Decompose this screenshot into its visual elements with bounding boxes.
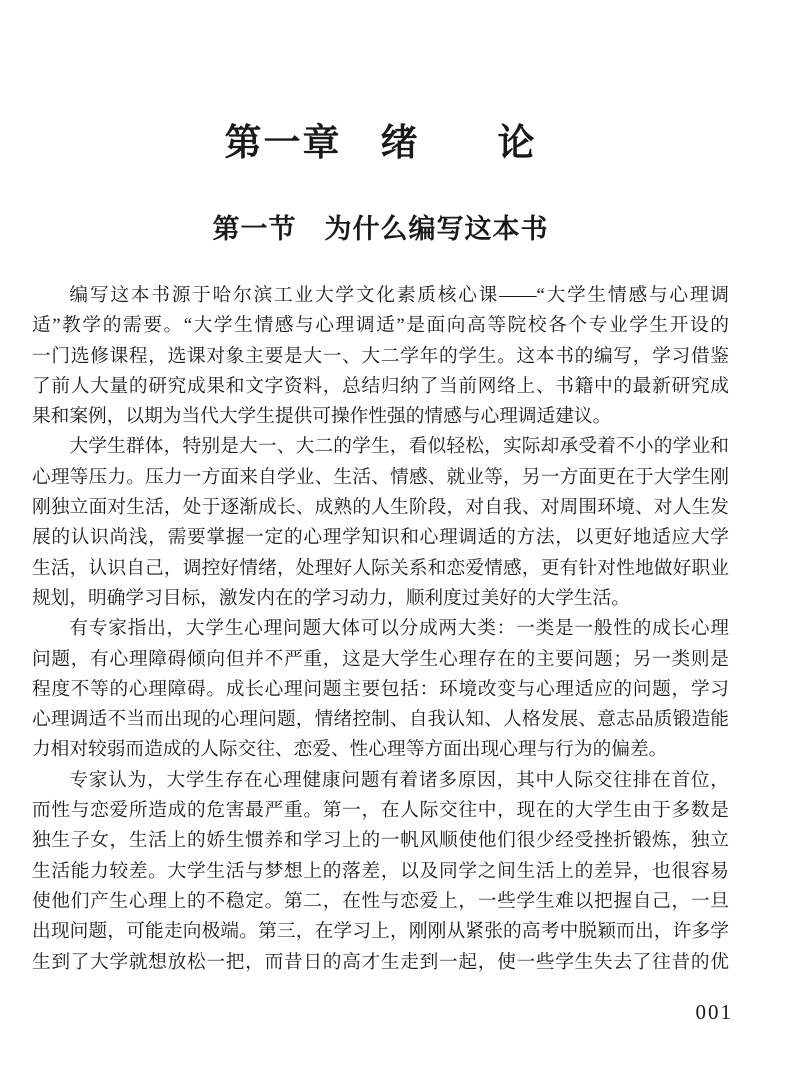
text-line: 刚独立面对生活，处于逐渐成长、成熟的人生阶段，对自我、对周围环境、对人生发 bbox=[32, 497, 729, 519]
paragraph bbox=[32, 432, 729, 614]
text-line: 适”教学的需要。“大学生情感与心理调适”是面向高等院校各个专业学生开设的 bbox=[32, 315, 729, 337]
text-line: 了前人大量的研究成果和文字资料，总结归纳了当前网络上、书籍中的最新研究成 bbox=[32, 375, 729, 397]
text-line: 独生子女，生活上的娇生惯养和学习上的一帆风顺使他们很少经受挫折锻炼，独立 bbox=[32, 830, 729, 852]
text-line: 编写这本书源于哈尔滨工业大学文化素质核心课——“大学生情感与心理调 bbox=[69, 285, 729, 306]
body-text bbox=[32, 281, 729, 978]
text-line: 生到了大学就想放松一把，而昔日的高才生走到一起，使一些学生失去了往昔的优 bbox=[32, 951, 729, 973]
text-line: 使他们产生心理上的不稳定。第二，在性与恋爱上，一些学生难以把握自己，一旦 bbox=[32, 890, 729, 912]
text-line: 心理调适不当而出现的心理问题，情绪控制、自我认知、人格发展、意志品质锻造能 bbox=[32, 709, 729, 731]
text-line: 问题，有心理障碍倾向但并不严重，这是大学生心理存在的主要问题；另一类则是 bbox=[32, 648, 729, 670]
text-line: 大学生群体，特别是大一、大二的学生，看似轻松，实际却承受着不小的学业和 bbox=[69, 436, 729, 458]
text-line: 心理等压力。压力一方面来自学业、生活、情感、就业等，另一方面更在于大学生刚 bbox=[32, 466, 729, 488]
paragraph bbox=[32, 766, 729, 978]
paragraph bbox=[32, 614, 729, 765]
text-line: 出现问题，可能走向极端。第三，在学习上，刚刚从紧张的高考中脱颖而出，许多学 bbox=[32, 921, 729, 943]
text-line: 规划，明确学习目标，激发内在的学习动力，顺利度过美好的大学生活。 bbox=[32, 587, 630, 609]
text-line: 而性与恋爱所造成的危害最严重。第一，在人际交往中，现在的大学生由于多数是 bbox=[32, 800, 729, 822]
page-number: 001 bbox=[695, 1000, 733, 1024]
text-line: 展的认识尚浅，需要掌握一定的心理学知识和心理调适的方法，以更好地适应大学 bbox=[32, 527, 729, 549]
chapter-title: 第一章 绪 论 bbox=[224, 123, 537, 164]
text-line: 专家认为，大学生存在心理健康问题有着诸多原因，其中人际交往排在首位， bbox=[69, 769, 729, 791]
text-line: 有专家指出，大学生心理问题大体可以分成两大类：一类是一般性的成长心理 bbox=[69, 618, 729, 640]
text-line: 一门选修课程，选课对象主要是大一、大二学年的学生。这本书的编写，学习借鉴 bbox=[32, 345, 729, 367]
text-line: 果和案例，以期为当代大学生提供可操作性强的情感与心理调适建议。 bbox=[32, 406, 612, 428]
text-line: 生活能力较差。大学生活与梦想上的落差，以及同学之间生活上的差异，也很容易 bbox=[32, 860, 729, 882]
text-line: 力相对较弱而造成的人际交往、恋爱、性心理等方面出现心理与行为的偏差。 bbox=[32, 739, 668, 761]
text-line: 生活，认识自己，调控好情绪，处理好人际关系和恋爱情感，更有针对性地做好职业 bbox=[32, 557, 729, 579]
text-line: 程度不等的心理障碍。成长心理问题主要包括：环境改变与心理适应的问题，学习 bbox=[32, 678, 729, 700]
section-title: 第一节 为什么编写这本书 bbox=[212, 214, 549, 244]
paragraph bbox=[32, 281, 729, 432]
